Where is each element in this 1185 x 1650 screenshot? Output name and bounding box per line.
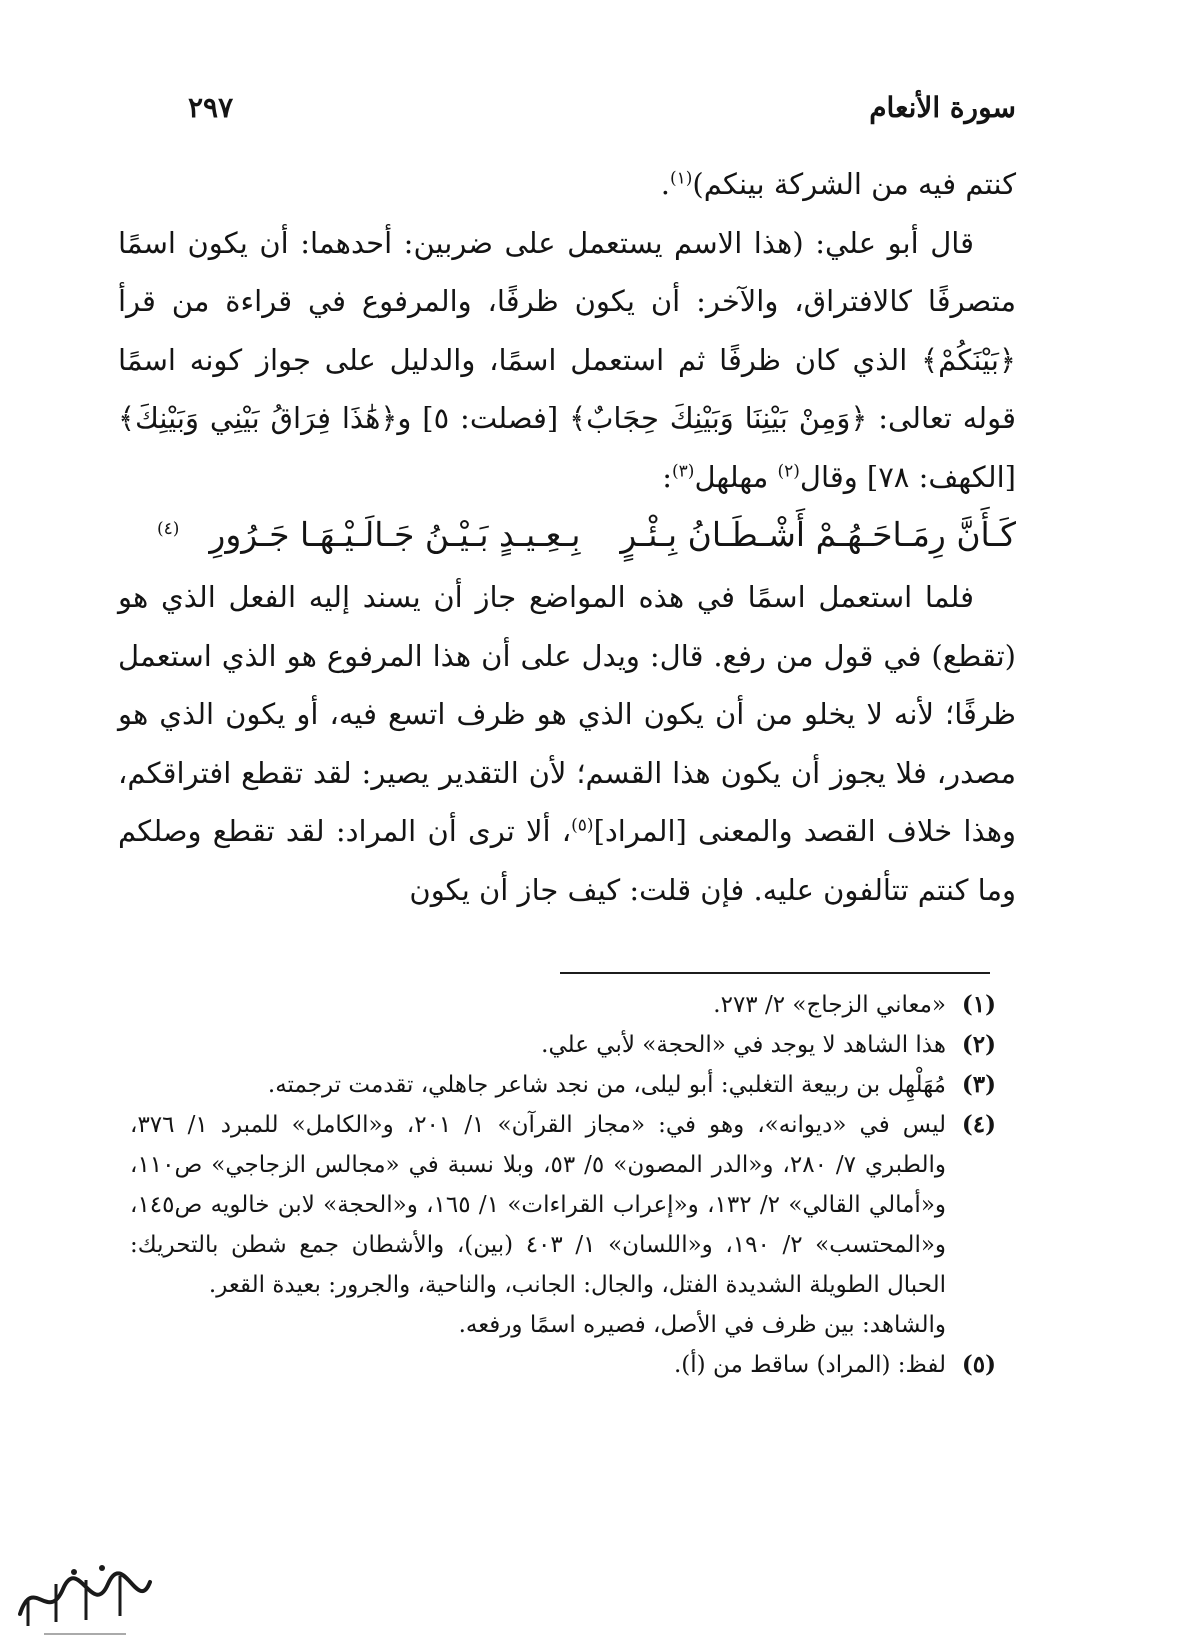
footnote-3 — [130, 1065, 996, 1105]
footnote-ref-3: (٣) — [672, 460, 695, 481]
library-stamp-logo — [8, 1554, 158, 1640]
footnote-ref-5: (٥) — [571, 815, 594, 836]
footnote-text: هذا الشاهد لا يوجد في «الحجة» لأبي علي. — [541, 1032, 946, 1058]
footnote-number: (٤) — [961, 1111, 996, 1138]
footnote-4-evidence: والشاهد: بين ظرف في الأصل، فصيره اسمًا ورفعه. — [458, 1312, 946, 1338]
footnote-number: (١) — [961, 991, 996, 1018]
footnote-4 — [130, 1105, 996, 1345]
main-text — [118, 155, 1016, 919]
paragraph-3-continued: ، ألا ترى أن المراد: لقد تقطع وصلكم وما كنتم تتألفون عليه. فإن قلت: كيف جاز أن يكون — [118, 814, 1016, 907]
poem-verse — [118, 508, 1016, 562]
poet-name: مهلهل — [694, 459, 778, 494]
footnote-1 — [130, 985, 996, 1025]
paragraph-3-text: فلما استعمل اسمًا في هذه المواضع جاز أن يسند إليه الفعل الذي هو (تقطع) في قول من رفع. قال: ويدل على أن هذا المرفوع هو الذي استعمل ظرفًا؛ لأنه لا يخلو من أن يكون الذي هو ظرف اتسع فيه، أو يكون الذي هو مصدر، فلا يجوز أن يكون هذا القسم؛ لأن التقدير يصير: لقد تقطع افتراقكم، وهذا خلاف القصد والمعنى [المراد] — [118, 580, 1017, 848]
footnote-5 — [130, 1345, 996, 1385]
footnote-ref-1: (١) — [670, 168, 693, 189]
footnote-ref-4: (٤) — [156, 519, 180, 539]
page-header — [188, 82, 1016, 132]
footnote-2 — [130, 1025, 996, 1065]
paragraph-2 — [118, 214, 1016, 507]
footnote-number: (٣) — [961, 1071, 996, 1098]
footnote-text: لفظ: (المراد) ساقط من (أ). — [673, 1352, 946, 1378]
footnote-number: (٥) — [961, 1351, 996, 1378]
footnote-text — [130, 1105, 946, 1345]
paragraph-3 — [118, 568, 1016, 919]
verse-hemistich-2: بِـعِـيـدٍ بَـيْـنُ جَـالَـيْـهَـا جَـرُورِ — [209, 515, 581, 554]
paragraph-2-text: قال أبو علي: (هذا الاسم يستعمل على ضربين: أحدهما: أن يكون اسمًا متصرفًا كالافتراق، والآخر: أن يكون ظرفًا، والمرفوع في قراءة من قرأ ﴿بَيْنَكُمْ﴾ الذي كان ظرفًا ثم استعمل اسمًا، والدليل على جواز كونه اسمًا قوله تعالى: ﴿وَمِنْ بَيْنِنَا وَبَيْنِكَ حِجَابٌ﴾ [فصلت: ٥] و﴿هَٰذَا فِرَاقُ بَيْنِي وَبَيْنِكَ﴾ [الكهف: ٧٨] وقال — [118, 225, 1016, 494]
paragraph-1-text: كنتم فيه من الشركة بينكم) — [692, 167, 1016, 201]
surah-title: سورة الأنعام — [869, 90, 1016, 124]
paragraph-1-end: . — [660, 167, 670, 201]
footnote-4-sources: ليس في «ديوانه»، وهو في: «مجاز القرآن» ١/ ٢٠١، و«الكامل» للمبرد ١/ ٣٧٦، والطبري ٧/ ٢٨٠، و«الدر المصون» ٥/ ٥٣، وبلا نسبة في «مجالس الزجاجي» ص١١٠، و«أمالي القالي» ٢/ ١٣٢، و«إعراب القراءات» ١/ ١٦٥، و«الحجة» لابن خالويه ص١٤٥، و«المحتسب» ٢/ ١٩٠، و«اللسان» ١/ ٤٠٣ (بين)، والأشطان جمع شطن بالتحريك: الحبال الطويلة الشديدة الفتل، والجال: الجانب، والناحية، والجرور: بعيدة القعر. — [130, 1112, 947, 1298]
footnote-separator — [560, 972, 990, 974]
paragraph-1 — [118, 155, 1016, 214]
footnote-text: مُهَلْهِل بن ربيعة التغلبي: أبو ليلى، من نجد شاعر جاهلي، تقدمت ترجمته. — [267, 1072, 946, 1098]
verse-hemistich-1: كَـأَنَّ رِمَـاحَـهُـمْ أَشْـطَـانُ بِـئْـرٍ — [620, 515, 1016, 554]
footnote-number: (٢) — [961, 1031, 996, 1058]
footnote-text: «معاني الزجاج» ٢/ ٢٧٣. — [713, 992, 946, 1018]
footnotes — [130, 985, 996, 1385]
footnote-ref-2: (٢) — [777, 460, 800, 481]
page-number: ٢٩٧ — [188, 90, 234, 124]
paragraph-2-end: : — [662, 459, 673, 494]
